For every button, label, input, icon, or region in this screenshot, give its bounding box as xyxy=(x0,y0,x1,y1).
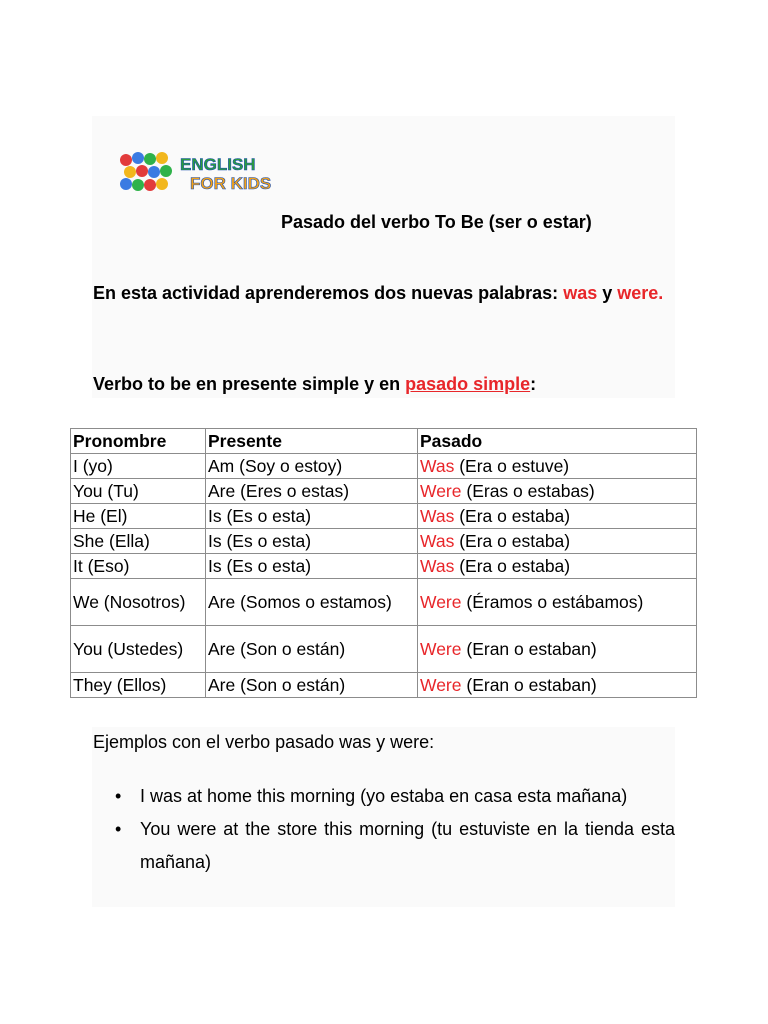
pronoun-cell: She (Ella) xyxy=(71,529,206,554)
page-title: Pasado del verbo To Be (ser o estar) xyxy=(281,212,592,232)
present-cell: Are (Eres o estas) xyxy=(206,479,418,504)
past-meaning: (Eran o estaban) xyxy=(461,674,597,695)
pronoun-cell: We (Nosotros) xyxy=(71,579,206,626)
table-row xyxy=(71,504,697,529)
present-cell: Am (Soy o estoy) xyxy=(206,454,418,479)
examples-title: Ejemplos con el verbo pasado was y were: xyxy=(93,732,435,752)
list-item xyxy=(93,780,675,813)
past-meaning: (Era o estaba) xyxy=(454,505,571,526)
table-row xyxy=(71,554,697,579)
pronoun-cell: I (yo) xyxy=(71,454,206,479)
table-row xyxy=(71,579,697,626)
bullet-icon: • xyxy=(115,819,122,839)
past-meaning: (Eras o estabas) xyxy=(461,480,595,501)
table-row xyxy=(71,673,697,698)
pronoun-cell: You (Ustedes) xyxy=(71,626,206,673)
past-cell xyxy=(418,454,697,479)
intro-text: En esta actividad aprenderemos dos nuevas palabras: xyxy=(93,283,559,303)
table-header-row xyxy=(71,429,697,454)
present-cell: Are (Son o están) xyxy=(206,673,418,698)
present-cell: Is (Es o esta) xyxy=(206,554,418,579)
present-cell: Are (Somos o estamos) xyxy=(206,579,418,626)
table-row xyxy=(71,626,697,673)
examples-list xyxy=(93,780,675,879)
subtitle-colon: : xyxy=(530,374,537,394)
pronoun-cell: They (Ellos) xyxy=(71,673,206,698)
intro-connector: y xyxy=(597,283,618,303)
past-meaning: (Era o estuve) xyxy=(454,455,570,476)
past-meaning: (Éramos o estábamos) xyxy=(461,591,644,612)
past-cell xyxy=(418,554,697,579)
bullet-icon: • xyxy=(115,786,122,806)
list-item xyxy=(93,813,675,879)
table-row xyxy=(71,479,697,504)
pronoun-cell: It (Eso) xyxy=(71,554,206,579)
table-row xyxy=(71,454,697,479)
intro-paragraph xyxy=(93,276,675,310)
svg-text:FOR KIDS: FOR KIDS xyxy=(190,174,272,193)
pronoun-cell: You (Tu) xyxy=(71,479,206,504)
example-text: I was at home this morning (yo estaba en casa esta mañana) xyxy=(140,786,628,806)
past-verb: Was xyxy=(420,530,455,551)
table-row xyxy=(71,529,697,554)
past-verb: Were xyxy=(420,591,462,612)
present-cell: Are (Son o están) xyxy=(206,626,418,673)
pronoun-cell: He (El) xyxy=(71,504,206,529)
word-was: was xyxy=(563,283,598,303)
past-verb: Were xyxy=(420,480,462,501)
past-meaning: (Eran o estaban) xyxy=(461,638,597,659)
past-cell xyxy=(418,529,697,554)
past-verb: Were xyxy=(420,674,462,695)
word-were: were. xyxy=(617,283,664,303)
header-pronombre: Pronombre xyxy=(71,429,206,454)
present-cell: Is (Es o esta) xyxy=(206,504,418,529)
pasado-simple-link[interactable]: pasado simple xyxy=(405,374,531,394)
past-verb: Were xyxy=(420,638,462,659)
past-verb: Was xyxy=(420,505,455,526)
subtitle-text: Verbo to be en presente simple y en xyxy=(93,374,406,394)
past-cell xyxy=(418,626,697,673)
past-verb: Was xyxy=(420,455,455,476)
past-cell xyxy=(418,579,697,626)
verb-table xyxy=(70,428,697,698)
example-text: You were at the store this morning (tu estuviste en la tienda esta mañana) xyxy=(140,819,675,872)
header-presente: Presente xyxy=(206,429,418,454)
past-cell xyxy=(418,479,697,504)
past-meaning: (Era o estaba) xyxy=(454,555,571,576)
past-meaning: (Era o estaba) xyxy=(454,530,571,551)
english-for-kids-logo xyxy=(118,150,283,196)
section-subtitle xyxy=(93,374,536,395)
header-pasado: Pasado xyxy=(418,429,697,454)
svg-text:ENGLISH: ENGLISH xyxy=(180,155,256,174)
past-cell xyxy=(418,673,697,698)
past-verb: Was xyxy=(420,555,455,576)
past-cell xyxy=(418,504,697,529)
present-cell: Is (Es o esta) xyxy=(206,529,418,554)
